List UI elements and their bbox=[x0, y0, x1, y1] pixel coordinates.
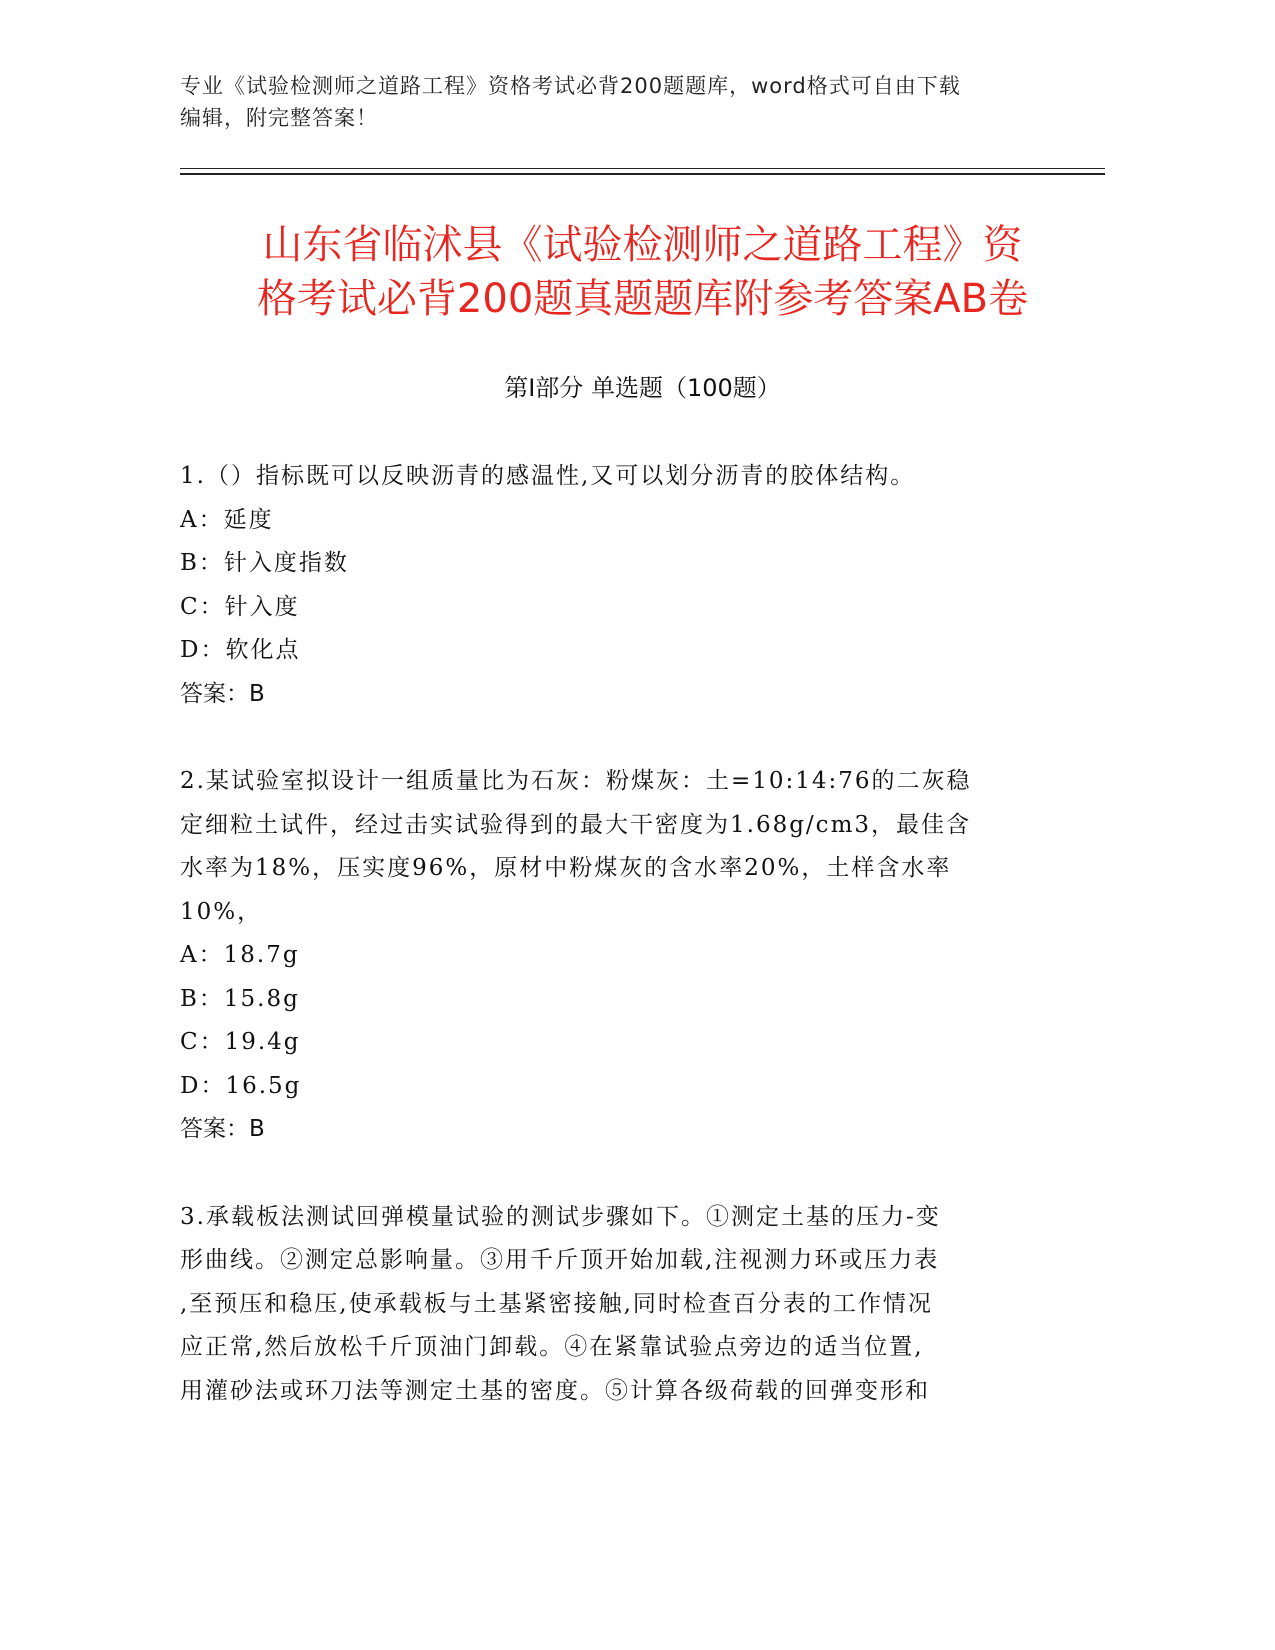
question-text-line: 定细粒土试件，经过击实试验得到的最大干密度为1.68g/cm3，最佳含 bbox=[180, 811, 972, 838]
question-text-line: 10%， bbox=[180, 898, 263, 925]
option-c: C：19.4g bbox=[180, 1029, 301, 1055]
question-3 bbox=[180, 1196, 1040, 1414]
option-c: C：针入度 bbox=[180, 593, 300, 620]
title-line-1: 山东省临沭县《试验检测师之道路工程》资 bbox=[262, 222, 1023, 268]
option-b: B：15.8g bbox=[180, 985, 300, 1012]
answer: 答案：B bbox=[180, 680, 265, 707]
question-text-line: ,至预压和稳压,使承载板与土基紧密接触,同时检查百分表的工作情况 bbox=[180, 1290, 933, 1317]
question-text-line: 用灌砂法或环刀法等测定土基的密度。⑤计算各级荷载的回弹变形和 bbox=[180, 1377, 930, 1404]
document-title bbox=[180, 218, 1105, 326]
question-text-line: 2.某试验室拟设计一组质量比为石灰：粉煤灰：土=10:14:76的二灰稳 bbox=[180, 768, 972, 794]
answer: 答案：B bbox=[180, 1116, 265, 1142]
question-2 bbox=[180, 760, 1040, 1152]
header-line-1: 专业《试验检测师之道路工程》资格考试必背200题题库，word格式可自由下载 bbox=[180, 74, 961, 98]
header-line-2: 编辑，附完整答案！ bbox=[180, 106, 378, 130]
title-line-2: 格考试必背200题真题题库附参考答案AB卷 bbox=[256, 276, 1029, 322]
section-title: 第Ⅰ部分 单选题（100题） bbox=[504, 374, 781, 402]
question-list bbox=[180, 455, 1040, 1457]
option-a: A：18.7g bbox=[180, 942, 300, 968]
header-rule-thick bbox=[180, 173, 1105, 175]
option-b: B：针入度指数 bbox=[180, 550, 349, 576]
option-d: D：软化点 bbox=[180, 637, 301, 663]
option-a: A：延度 bbox=[180, 506, 274, 533]
question-text-line: 水率为18%，压实度96%，原材中粉煤灰的含水率20%，土样含水率 bbox=[180, 855, 952, 881]
question-text-line: 形曲线。②测定总影响量。③用千斤顶开始加载,注视测力环或压力表 bbox=[180, 1247, 940, 1273]
option-d: D：16.5g bbox=[180, 1072, 302, 1099]
document-header bbox=[180, 70, 1040, 134]
question-1 bbox=[180, 455, 1040, 716]
header-rule-thin bbox=[180, 168, 1105, 169]
question-text-line: 3.承载板法测试回弹模量试验的测试步骤如下。①测定土基的压力-变 bbox=[180, 1203, 941, 1230]
question-text-line: 应正常,然后放松千斤顶油门卸载。④在紧靠试验点旁边的适当位置, bbox=[180, 1334, 924, 1360]
question-text-line: 1.（）指标既可以反映沥青的感温性,又可以划分沥青的胶体结构。 bbox=[180, 463, 916, 489]
